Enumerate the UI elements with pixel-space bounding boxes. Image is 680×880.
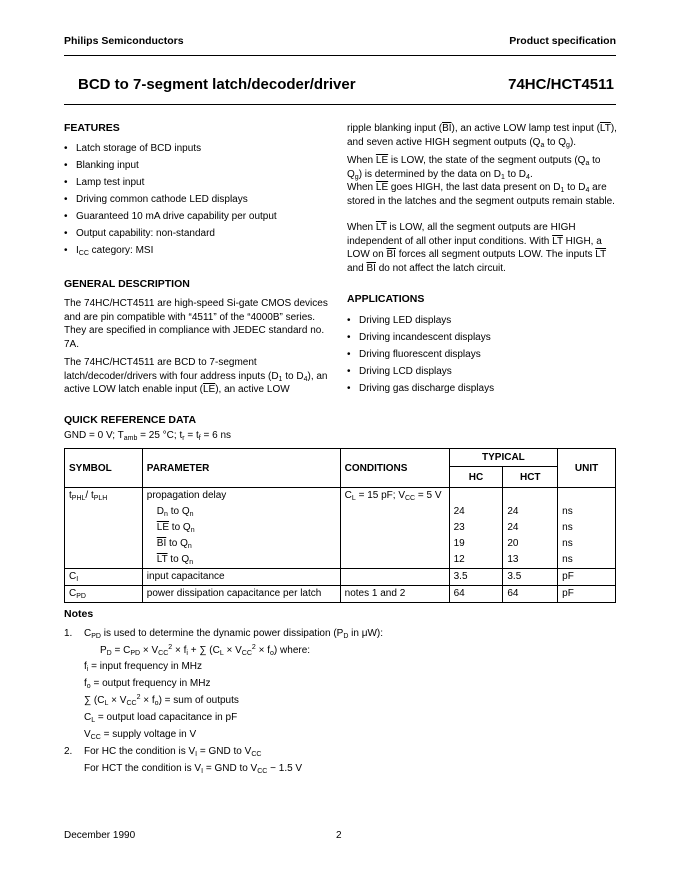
col-unit: UNIT bbox=[558, 449, 616, 488]
qrd-table bbox=[64, 448, 616, 603]
doc-type: Product specification bbox=[509, 35, 616, 47]
qrd-heading: QUICK REFERENCE DATA bbox=[64, 414, 197, 426]
title-rule bbox=[64, 104, 616, 105]
company-name: Philips Semiconductors bbox=[64, 35, 184, 47]
list-item: • Driving gas discharge displays bbox=[347, 382, 617, 399]
cell-unit: pF bbox=[558, 569, 616, 586]
note-def-sum: ∑ $(C_L \times V_{CC}^2 \times f_o)$ = sum of outputs bbox=[84, 694, 239, 707]
list-item: • Latch storage of BCD inputs bbox=[64, 142, 334, 159]
header-rule bbox=[64, 55, 616, 56]
note-def-cl: $C_L$ = output load capacitance in pF bbox=[84, 712, 238, 724]
list-item: • Driving incandescent displays bbox=[347, 331, 617, 348]
notes-heading: Notes bbox=[64, 608, 94, 620]
cell-conditions: notes 1 and 2 bbox=[340, 586, 449, 603]
list-item: • Output capability: non-standard bbox=[64, 227, 334, 244]
table-row bbox=[65, 488, 616, 569]
col-hc: HC bbox=[449, 467, 503, 488]
list-item: • Driving LED displays bbox=[347, 314, 617, 331]
features-heading: FEATURES bbox=[64, 122, 120, 134]
table-row bbox=[65, 586, 616, 603]
cell-unit: pF bbox=[558, 586, 616, 603]
part-number: 74HC/HCT4511 bbox=[508, 76, 614, 93]
cell-symbol: $C_{PD}$ bbox=[65, 586, 143, 603]
col-conditions: CONDITIONS bbox=[340, 449, 449, 488]
cell-hct: 24 24 20 13 bbox=[503, 488, 558, 569]
general-p2: The 74HC/HCT4511 are BCD to 7-segment latch/decoder/drivers with four address inputs ($D_1$ to $D_4$), an active LOW latch enable input $(\overline{LE})$, an active LOW bbox=[64, 357, 328, 395]
list-item: • Blanking input bbox=[64, 159, 334, 176]
list-item: • $I_{CC}$ category: MSI bbox=[64, 244, 334, 261]
note-2-hc: For HC the condition is $V_I$ = GND to $V_{CC}$ bbox=[84, 746, 262, 758]
general-p1: The 74HC/HCT4511 are high-speed Si-gate CMOS devices and are pin compatible with “4511” of the “4000B” series. They are specified in compliance with JEDEC standard no. 7A. bbox=[64, 298, 328, 350]
applications-list bbox=[347, 314, 617, 399]
list-item: • Driving LCD displays bbox=[347, 365, 617, 382]
cell-hc: 24 23 19 12 bbox=[449, 488, 503, 569]
list-item: • Driving common cathode LED displays bbox=[64, 193, 334, 210]
page-number: 2 bbox=[336, 830, 342, 841]
cell-hc: 64 bbox=[449, 586, 503, 603]
note-def-fo: $f_o$ = output frequency in MHz bbox=[84, 678, 211, 690]
cell-hct: 3.5 bbox=[503, 569, 558, 586]
list-item: • Lamp test input bbox=[64, 176, 334, 193]
right-p1: ripple blanking input $(\overline{BI})$, an active LOW lamp test input $(\overline{LT})$, and seven active HIGH segment outputs ($Q_a$ to $Q_g$). bbox=[347, 123, 617, 149]
note-2-hct: For HCT the condition is $V_I$ = GND to $V_{CC} - 1.5$ V bbox=[84, 763, 303, 775]
table-row bbox=[65, 569, 616, 586]
right-p2: When $\overline{LE}$ is LOW, the state of the segment outputs ($Q_a$ to $Q_g$) is determined by the data on $D_1$ to $D_4$. bbox=[347, 155, 601, 181]
cell-hc: 3.5 bbox=[449, 569, 503, 586]
general-heading: GENERAL DESCRIPTION bbox=[64, 278, 190, 290]
applications-heading: APPLICATIONS bbox=[347, 293, 425, 305]
note-2-number: 2. bbox=[64, 746, 73, 757]
note-1-number: 1. bbox=[64, 628, 73, 639]
cell-hct: 64 bbox=[503, 586, 558, 603]
cell-symbol: $C_I$ bbox=[65, 569, 143, 586]
note-1-equation: $P_D = C_{PD} \times V_{CC}^2 \times f_i$ + ∑ $(C_L \times V_{CC}^2 \times f_o)$ where: bbox=[100, 644, 311, 657]
cell-symbol: $t_{PHL}/$ $t_{PLH}$ bbox=[65, 488, 143, 569]
cell-parameter: power dissipation capacitance per latch bbox=[142, 586, 340, 603]
cell-parameter: input capacitance bbox=[142, 569, 340, 586]
cell-conditions bbox=[340, 569, 449, 586]
list-item: • Guaranteed 10 mA drive capability per output bbox=[64, 210, 334, 227]
col-typical: TYPICAL bbox=[449, 449, 558, 467]
footer-date: December 1990 bbox=[64, 830, 136, 841]
col-hct: HCT bbox=[503, 467, 558, 488]
col-parameter: PARAMETER bbox=[142, 449, 340, 488]
features-list bbox=[64, 142, 334, 261]
right-p3: When $\overline{LE}$ goes HIGH, the last data present on $D_1$ to $D_4$ are stored in the latches and the segment outputs remain stable. bbox=[347, 182, 615, 207]
cell-unit: ns ns ns ns bbox=[558, 488, 616, 569]
page-title: BCD to 7-segment latch/decoder/driver bbox=[78, 76, 356, 93]
qrd-conditions: GND = 0 V; $T_{amb} = 25$ °C; $t_r = t_f = 6$ ns bbox=[64, 430, 232, 442]
list-item: • Driving fluorescent displays bbox=[347, 348, 617, 365]
note-1-text: $C_{PD}$ is used to determine the dynamic power dissipation ($P_D$ in μW): bbox=[84, 628, 384, 640]
note-def-vcc: $V_{CC}$ = supply voltage in V bbox=[84, 729, 197, 741]
note-def-fi: $f_i$ = input frequency in MHz bbox=[84, 661, 203, 673]
cell-conditions: $C_L = 15$ pF; $V_{CC} = 5$ V bbox=[340, 488, 449, 569]
cell-parameter: propagation delay $D_n$ to $Q_n$ $\overline{LE}$ to $Q_n$ $\overline{BI}$ to $Q_n$ $\overline{LT}$ to $Q_n$ bbox=[142, 488, 340, 569]
col-symbol: SYMBOL bbox=[65, 449, 143, 488]
right-p4: When $\overline{LT}$ is LOW, all the segment outputs are HIGH independent of all other input conditions. With $\overline{LT}$ HIGH, a LOW on $\overline{BI}$ forces all segment outputs LOW. The inputs $\overline{LT}$ and $\overline{BI}$ do not affect the latch circuit. bbox=[347, 222, 607, 274]
